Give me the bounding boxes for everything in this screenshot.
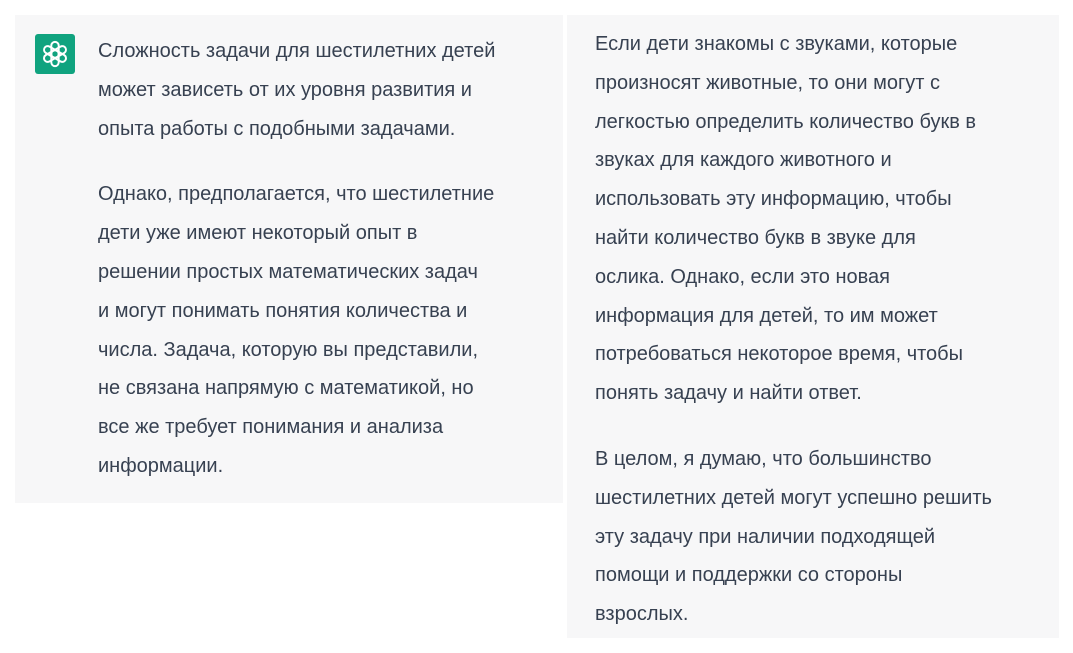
text-line: опыта работы с подобными задачами. (98, 117, 456, 140)
text-line: шестилетних детей могут успешно решить (595, 486, 992, 509)
text-line: решении простых математических задач (98, 260, 478, 283)
text-line: понять задачу и найти ответ. (595, 382, 862, 405)
text-line: взрослых. (595, 603, 689, 626)
text-line: информация для детей, то им может (595, 304, 938, 327)
text-line: найти количество букв в звуке для (595, 226, 916, 249)
message-text (98, 32, 553, 486)
assistant-avatar (35, 34, 75, 74)
message-paragraph (595, 25, 1045, 413)
openai-logo-icon (40, 39, 70, 69)
text-line: легкостью определить количество букв в (595, 110, 977, 133)
text-line: ослика. Однако, если это новая (595, 265, 890, 288)
text-line: и могут понимать понятия количества и (98, 299, 468, 322)
text-line: дети уже имеют некоторый опыт в (98, 222, 418, 245)
text-line: числа. Задача, которую вы представили, (98, 338, 478, 361)
message-text (595, 25, 1045, 634)
text-line: все же требует понимания и анализа (98, 416, 444, 439)
text-line: информации. (98, 454, 224, 477)
text-line: помощи и поддержки со стороны (595, 564, 903, 587)
text-line: не связана напрямую с математикой, но (98, 377, 474, 400)
assistant-message-left (15, 15, 563, 503)
text-line: Сложность задачи для шестилетних детей (98, 40, 496, 62)
text-line: Однако, предполагается, что шестилетние (98, 183, 495, 206)
assistant-message-right (567, 15, 1059, 638)
text-line: Если дети знакомы с звуками, которые (595, 33, 958, 55)
text-line: может зависеть от их уровня развития и (98, 78, 472, 101)
message-paragraph (98, 32, 553, 148)
text-line: произносят животные, то они могут с (595, 71, 940, 94)
text-line: потребоваться некоторое время, чтобы (595, 343, 964, 366)
message-paragraph (98, 175, 553, 485)
text-line: звуках для каждого животного и (595, 149, 892, 172)
text-line: эту задачу при наличии подходящей (595, 525, 936, 548)
text-line: В целом, я думаю, что большинство (595, 447, 932, 470)
text-line: использовать эту информацию, чтобы (595, 188, 952, 211)
message-paragraph (595, 440, 1045, 634)
